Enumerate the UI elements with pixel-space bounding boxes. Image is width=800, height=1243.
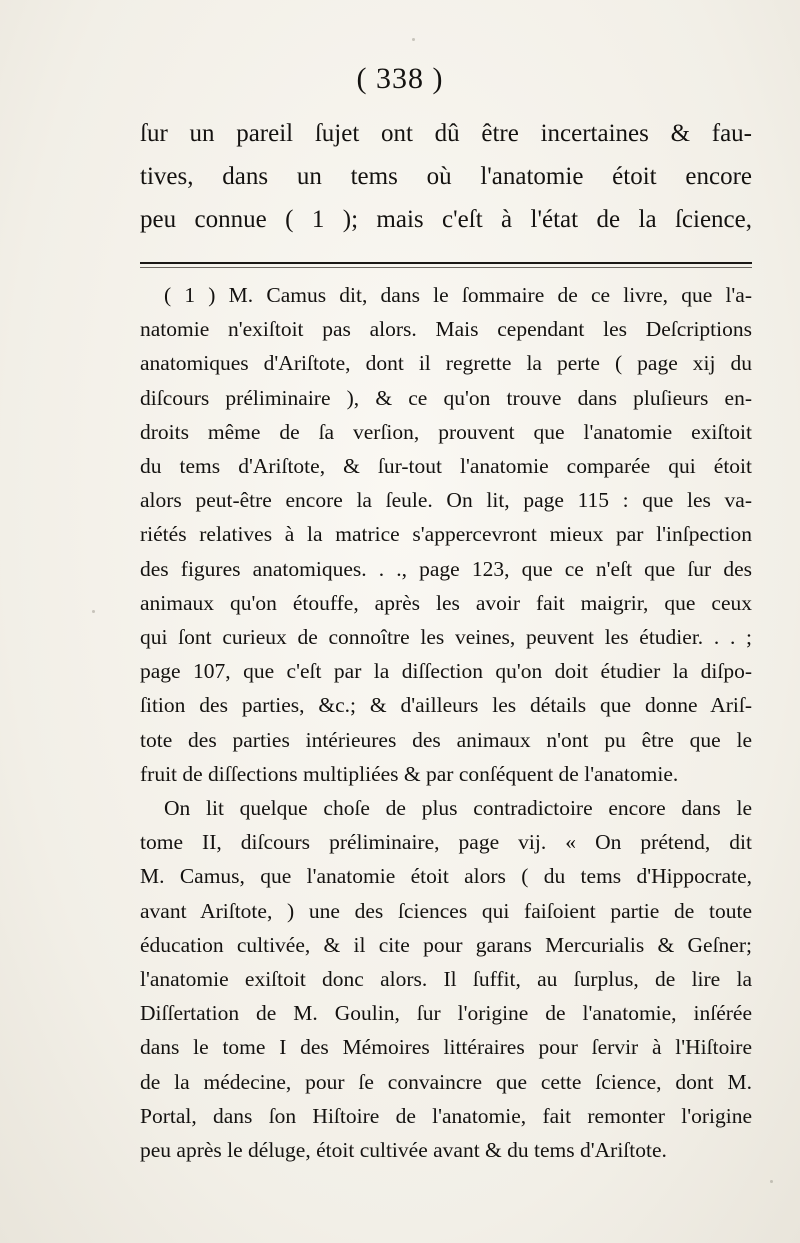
footnote-line: l'anatomie exiſtoit donc alors. Il ſuffit, au ſurplus, de lire la (140, 967, 752, 992)
footnote-line: tome II, diſcours préliminaire, page vij. « On prétend, dit (140, 830, 752, 855)
footnote-line: tote des parties intérieures des animaux n'ont pu être que le (140, 727, 752, 752)
footnote-line: avant Ariſtote, ) une des ſciences qui faiſoient partie de toute (140, 898, 752, 923)
footnote-line: diſcours préliminaire ), & ce qu'on trouve dans pluſieurs en- (140, 385, 752, 410)
footnote-line: dans le tome I des Mémoires littéraires pour ſervir à l'Hiſtoire (140, 1035, 752, 1060)
footnote-line: ſition des parties, &c.; & d'ailleurs les détails que donne Ariſ- (140, 693, 752, 718)
footnote-separator-rule (140, 262, 752, 264)
footnote-line: Portal, dans ſon Hiſtoire de l'anatomie, fait remonter l'origine (140, 1103, 752, 1128)
footnote-line: ( 1 ) M. Camus dit, dans le ſommaire de ce livre, que l'a- (164, 283, 752, 307)
footnote-line: anatomiques d'Ariſtote, dont il regrette la perte ( page xij du (140, 351, 752, 376)
footnote-line: On lit quelque choſe de plus contradictoire encore dans le (164, 796, 752, 821)
footnote-line: Diſſertation de M. Goulin, ſur l'origine de l'anatomie, inſérée (140, 1001, 752, 1026)
footnote-line: des figures anatomiques. . ., page 123, que ce n'eſt que ſur des (140, 556, 752, 581)
footnote-line: alors peut-être encore la ſeule. On lit, page 115 : que les va- (140, 488, 752, 513)
paper-speck (412, 38, 415, 41)
footnote-line: fruit de diſſections multipliées & par conſéquent de l'anatomie. (140, 761, 679, 786)
paper-speck (770, 1180, 773, 1183)
footnote-line: de la médecine, pour ſe convaincre que cette ſcience, dont M. (140, 1069, 752, 1094)
main-text (140, 112, 752, 241)
page-number: ( 338 ) (356, 62, 444, 95)
footnote-line: page 107, que c'eſt par la diſſection qu'on doit étudier la diſpo- (140, 659, 752, 684)
paper-speck (92, 610, 95, 613)
footnote-line: du tems d'Ariſtote, & ſur-tout l'anatomie comparée qui étoit (140, 454, 752, 479)
footnote-line: qui ſont curieux de connoître les veines, peuvent les étudier. . . ; (140, 625, 752, 650)
footnote-line: peu après le déluge, étoit cultivée avant & du tems d'Ariſtote. (140, 1138, 667, 1163)
text-line: tives, dans un tems où l'anatomie étoit encore (140, 163, 752, 190)
footnote-line: droits même de ſa verſion, prouvent que l'anatomie exiſtoit (140, 419, 752, 444)
footnote-line: animaux qu'on étouffe, après les avoir fait maigrir, que ceux (140, 590, 752, 615)
text-line: peu connue ( 1 ); mais c'eſt à l'état de la ſcience, (140, 206, 752, 233)
footnote-line: M. Camus, que l'anatomie étoit alors ( du tems d'Hippocrate, (140, 864, 752, 889)
footnote (140, 278, 752, 1167)
footnote-line: natomie n'exiſtoit pas alors. Mais cependant les Deſcriptions (140, 317, 752, 342)
footnote-line: riétés relatives à la matrice s'appercevront mieux par l'inſpection (140, 522, 752, 547)
footnote-line: éducation cultivée, & il cite pour garans Mercurialis & Geſner; (140, 932, 752, 957)
text-line: ſur un pareil ſujet ont dû être incertaines & fau- (140, 120, 752, 147)
footnote-separator-rule-secondary (140, 267, 752, 268)
